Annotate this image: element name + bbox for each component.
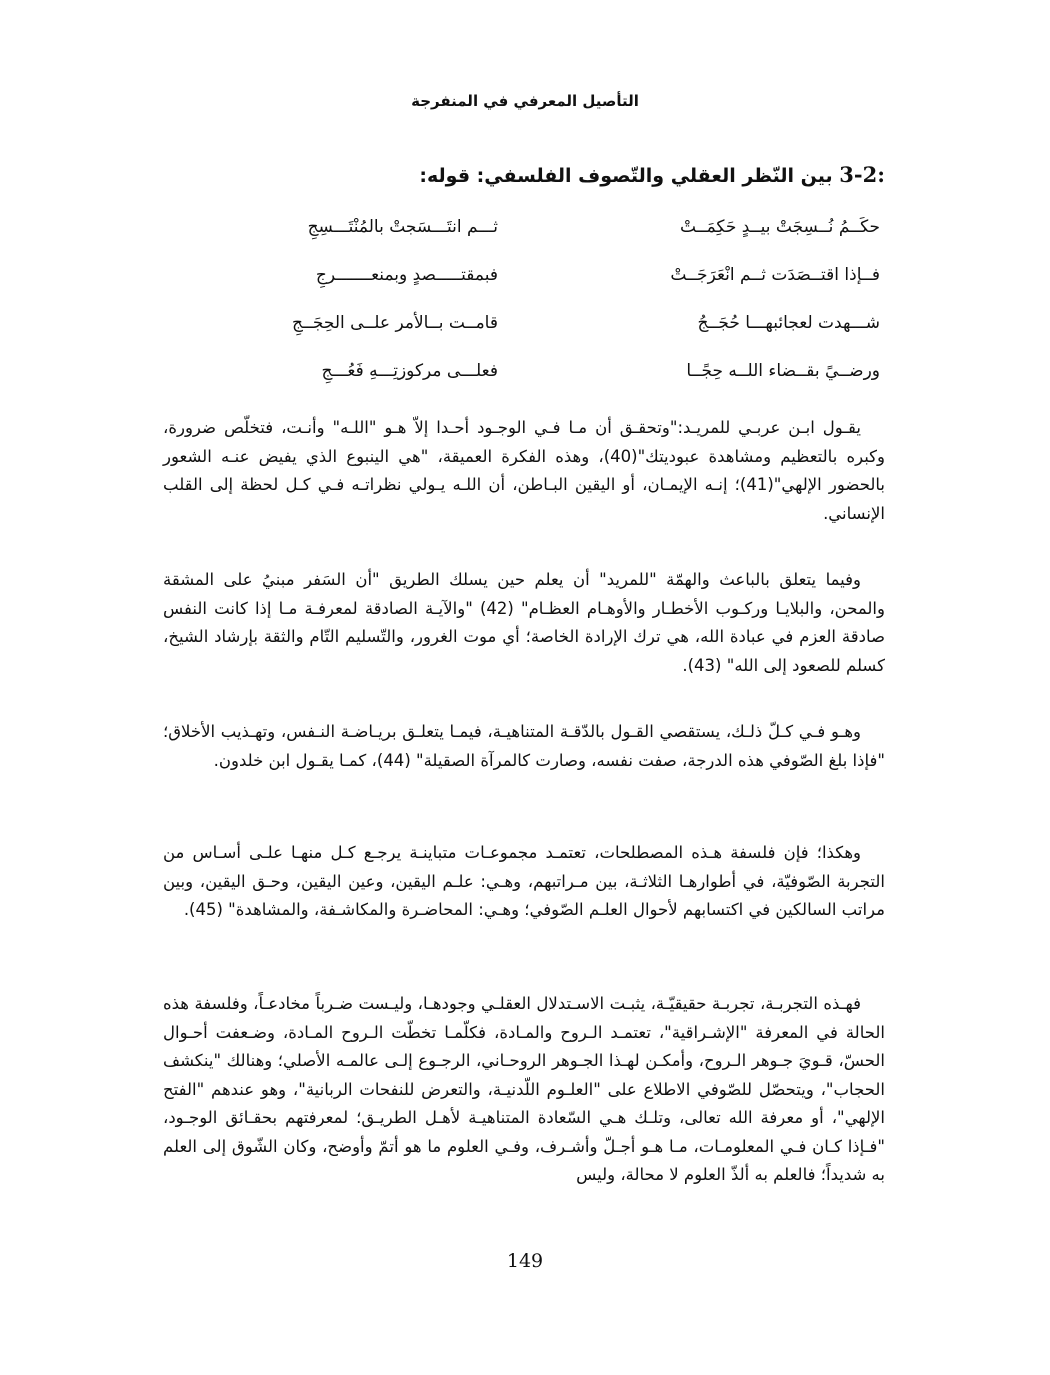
verse-first-hemistich: ورضــيً بقــضاء اللــه حِجًــا (686, 361, 880, 381)
section-title-text: بين النّظر العقلي والتّصوف الفلسفي: قوله: (419, 165, 833, 187)
paragraph-text: وفيما يتعلق بالباعث والهمّة "للمريد" أن يعلم حين يسلك الطريق "أن السَفر مبنيُ على المشقة والمحن، والبلايـا وركـوب الأخطـار والأوهـام العظـام" (42) "والآيـة الصادقة لمعرفـة مـا إذا كانت النفس صادقة العزم في عبادة الله، هي ترك الإرادة الخاصة؛ أي موت الغرور، والتّسليم التّام والثقة بإرشاد الشيخ، كسلم للصعود إلى الله" (43). (163, 570, 885, 675)
verse-first-hemistich: شـــهدت لعجائبهـــا حُجَــجُ (697, 313, 880, 333)
verse-line (240, 361, 880, 391)
page-number: 149 (506, 1250, 544, 1272)
verse-line (240, 217, 880, 247)
paragraph-text: يقـول ابـن عربـي للمريـد:"وتحقـق أن مـا فـي الوجـود أحـدا إلاّ هـو "اللـه" وأنـت، فتخلّص ضرورة، وكبره بالتعظيم ومشاهدة عبوديتك"(40)، وهذه الفكرة العميقة، "هي الينبوع الذي يفيض عنـه الشعور بالحضور الإلهي"(41)؛ إنـه الإيمـان، أو اليقين البـاطن، أن اللـه يـولي نظراتـه فـي كـل لحظة إلى القلب الإنساني. (163, 418, 886, 523)
paragraph-text: وهكذا؛ فإن فلسفة هـذه المصطلحات، تعتمـد مجموعـات متباينـة يرجـع كـل منهـا علـى أسـاس من التجربة الصّوفيّة، في أطوارهـا الثلاثـة، بين مـراتبهم، وهـي: علـم اليقين، وعين اليقين، وحـق اليقين، وبين مراتب السالكين في اكتسابهم لأحوال العلـم الصّوفي؛ وهـي: المحاضـرة والمكاشـفة، والمشاهدة" (45). (163, 843, 885, 919)
verse-second-hemistich: فعلـــى مركوزتِـــهِ فَعُـــجِ (321, 361, 498, 381)
verse-first-hemistich: فــإذا اقتــصَدَت ثــم انْعَرَجَــتْ (670, 265, 880, 285)
verse-second-hemistich: ثـــم انتَـــسَجتْ بالمُنْتَـــسِجِ (307, 217, 498, 237)
body-paragraph (163, 414, 885, 528)
paragraph-text: وهـو فـي كـلّ ذلـك، يستقصي القـول بالدّقـة المتناهيـة، فيمـا يتعلـق بريـاضـة النـفس، وتهـذيب الأخلاق؛ "فإذا بلغ الصّوفي هذه الدرجة، صفت نفسه، وصارت كالمرآة الصقيلة" (44)، كمـا يقـول ابن خلدون. (163, 722, 885, 770)
body-paragraph (163, 718, 885, 775)
body-paragraph (163, 990, 885, 1190)
verse-line (240, 313, 880, 343)
verse-line (240, 265, 880, 295)
page-header-title: التأصيل المعرفي في المنفرجة (411, 92, 639, 110)
section-number: 3-2: (839, 162, 885, 187)
verse-second-hemistich: فبمقتـــــصدٍ وبمنعـــــــرجِ (315, 265, 498, 285)
paragraph-text: فهـذه التجربـة، تجربـة حقيقيّـة، يثبـت الاسـتدلال العقلـي وجودهـا، وليـست ضـرباً مخادعـاً، وفلسفة هذه الحالة في المعرفة "الإشـراقية"، تعتمـد الـروح والمـادة، فكلّمـا تخطّت الـروح المـادة، وضـعفت أحـوال الحسّ، قـويَ جـوهر الـروح، وأمكـن لهـذا الجـوهر الروحـاني، الرجـوع إلـى عالمـه الأصلي؛ وهنالك "ينكشف الحجاب"، ويتحصّل للصّوفي الاطلاع على "العلـوم اللّدنيـة، والتعرض للنفحات الربانية"، وهو عندهم "الفتح الإلهي"، أو معرفة الله تعالى، وتلـك هـي السّعادة المتناهيـة لأهـل الطريـق؛ لمعرفتهم بحقـائق الوجـود، "فـإذا كـان فـي المعلومـات، مـا هـو أجـلّ وأشـرف، وفـي العلوم ما هو أتمّ وأوضح، وكان الشّوق إلى العلم به شديداً؛ فالعلم به ألذّ العلوم لا محالة، وليس (163, 994, 885, 1184)
verse-first-hemistich: حكَــمُ نُــسِجَتْ بيــدٍ حَكِمَــتْ (679, 217, 880, 237)
body-paragraph (163, 566, 885, 680)
body-paragraph (163, 839, 885, 925)
section-heading (419, 162, 885, 187)
verse-second-hemistich: قامــت بــالأمر علــى الحِجَــجِ (291, 313, 498, 333)
